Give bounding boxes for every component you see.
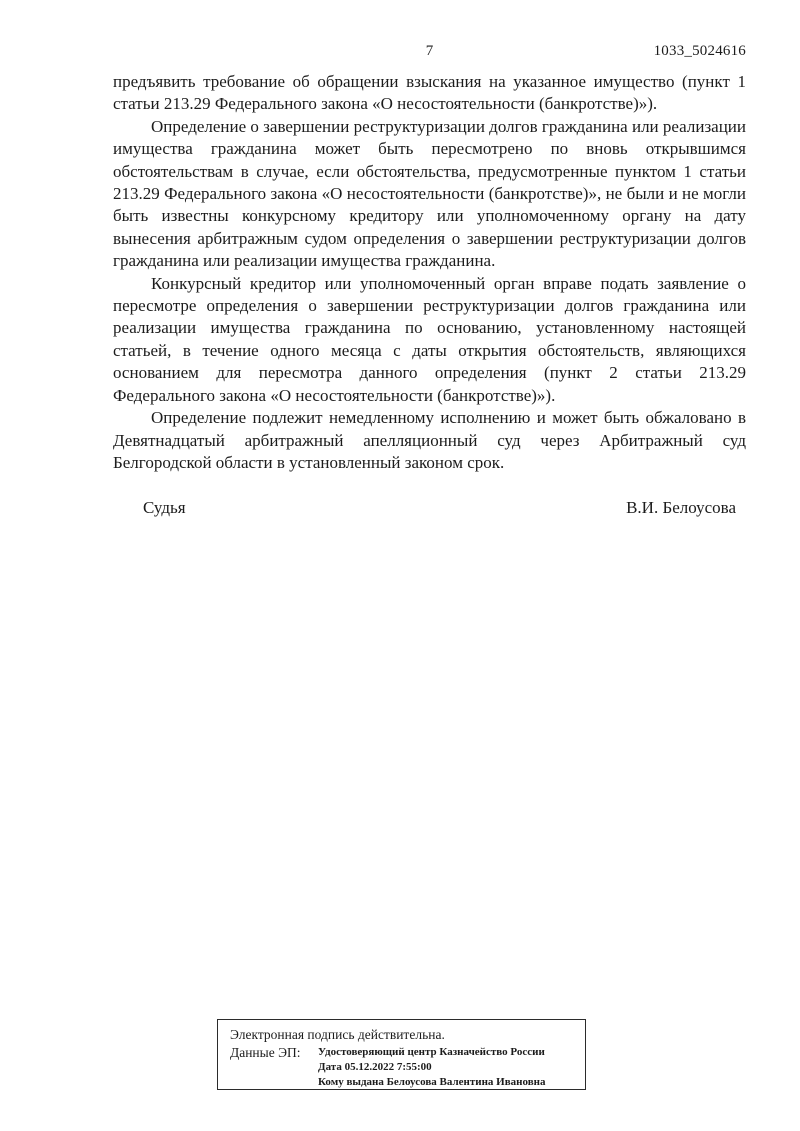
stamp-issued-to: Кому выдана Белоусова Валентина Ивановна [318, 1075, 546, 1088]
body-paragraph: Определение о завершении реструктуризации долгов гражданина или реализации имущества гражданина может быть пересмотрено по вновь открывшимся обстоятельствам в случае, если обстоятельства, предусмотренные пунктом 1 статьи 213.29 Федерального закона «О несостоятельности (банкротстве)», не были и не могли быть известны конкурсному кредитору или уполномоченному органу на дату вынесения арбитражным судом определения о завершении реструктуризации долгов гражданина или реализации имущества гражданина. [113, 116, 746, 271]
stamp-date: Дата 05.12.2022 7:55:00 [318, 1060, 432, 1073]
page-header [113, 42, 746, 62]
stamp-data-label: Данные ЭП: [230, 1045, 301, 1060]
stamp-certificate-authority: Удостоверяющий центр Казначейство России [318, 1046, 545, 1058]
body-paragraph: предъявить требование об обращении взыскания на указанное имущество (пункт 1 статьи 213.29 Федерального закона «О несостоятельности (банкротстве)»). [113, 72, 746, 114]
electronic-signature-stamp [217, 1019, 586, 1090]
body-paragraph: Конкурсный кредитор или уполномоченный орган вправе подать заявление о пересмотре определения о завершении реструктуризации долгов гражданина или реализации имущества гражданина по основанию, установленному настоящей статьей, в течение одного месяца с даты открытия обстоятельств, являющихся основанием для пересмотра данного определения (пункт 2 статьи 213.29 Федерального закона «О несостоятельности (банкротстве)»). [113, 273, 746, 405]
signature-name: В.И. Белоусова [626, 498, 736, 518]
page-number: 7 [425, 43, 434, 59]
stamp-data-row [230, 1045, 573, 1089]
signature-role: Судья [143, 498, 186, 518]
signature-row [113, 497, 746, 519]
document-body [113, 71, 746, 520]
body-paragraph: Определение подлежит немедленному исполнению и может быть обжаловано в Девятнадцатый арбитражный апелляционный суд через Арбитражный суд Белгородской области в установленный законом срок. [113, 408, 746, 472]
document-id: 1033_5024616 [653, 43, 746, 59]
stamp-details [318, 1045, 546, 1089]
stamp-validity-text: Электронная подпись действительна. [230, 1027, 445, 1042]
